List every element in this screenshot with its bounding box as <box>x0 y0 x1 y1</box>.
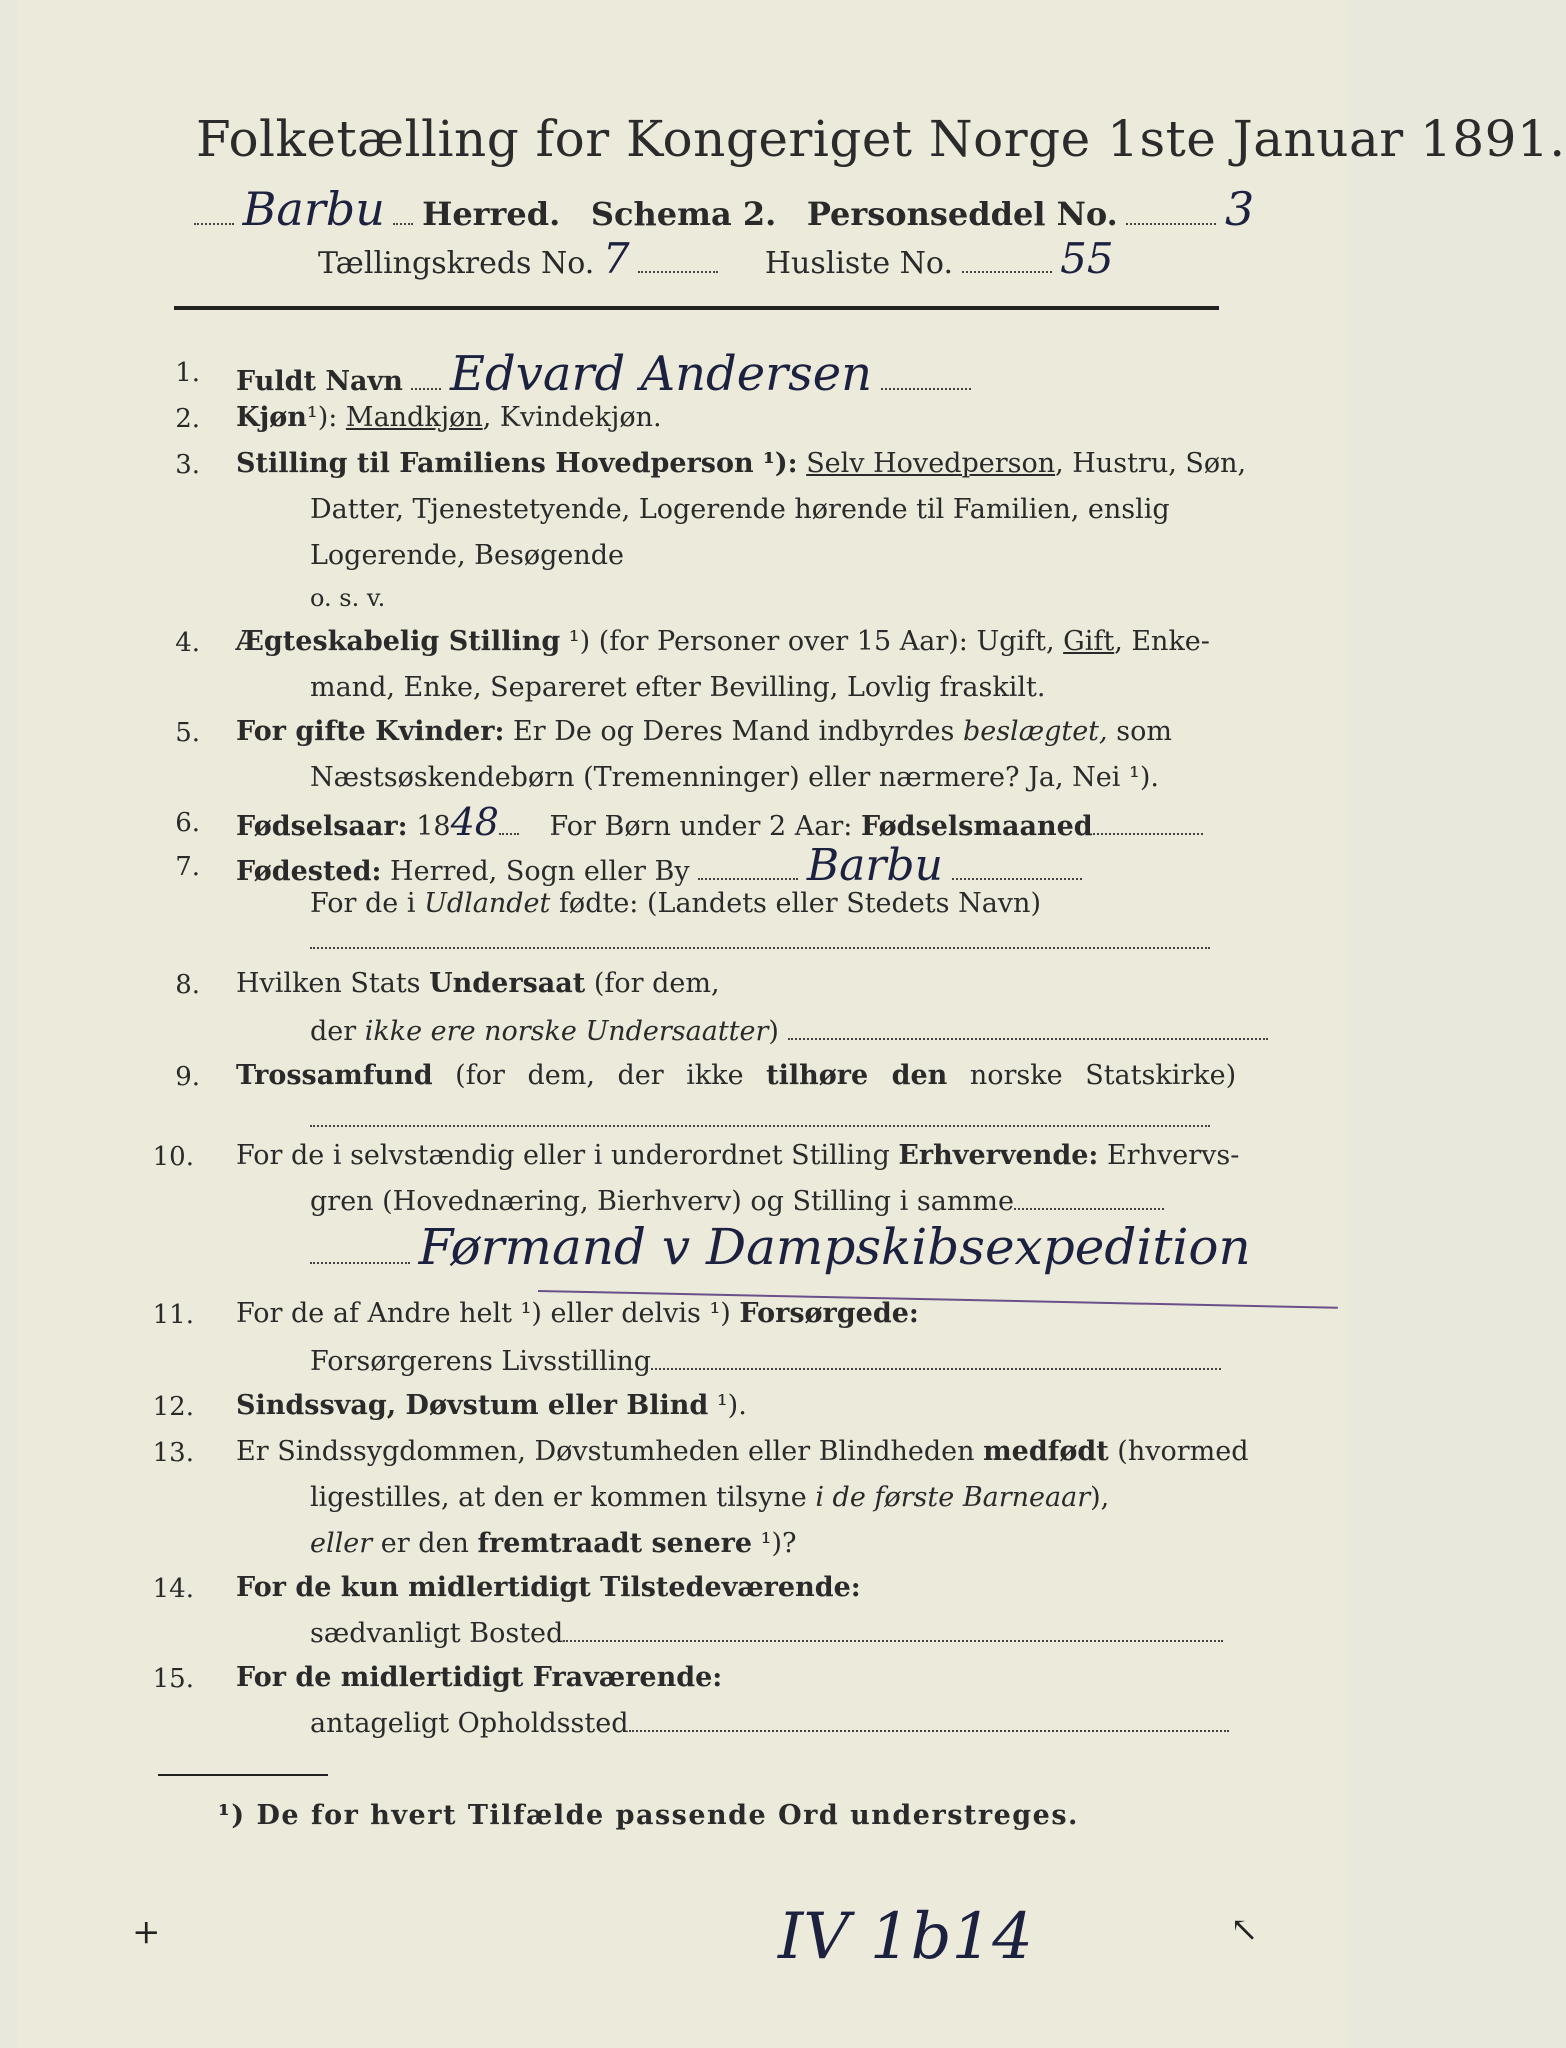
footnote-rule <box>158 1774 328 1776</box>
taellingskreds-value: 7 <box>602 234 630 283</box>
item-number: 4. <box>175 628 200 658</box>
item-number: 5. <box>175 718 200 748</box>
item-forsorgede: For de af Andre helt ¹) eller delvis ¹) Forsørgede: <box>236 1298 919 1329</box>
schema-label: Schema 2. <box>590 195 777 233</box>
census-form-page: Folketælling for Kongeriget Norge 1ste Januar 1891. Barbu Herred. Schema 2. Personseddel No. 3 Tællingskreds No. 7 Husliste No. 55 1. Fuldt Navn Edvard Andersen 2. Kjøn¹): Mandkjøn, Kvindekjøn. 3. Stilling til Familiens Hovedperson ¹): Selv Hovedperson, Hustru, Søn, Datter, Tjenestetyende, Logerende hørende til Familien, enslig Logerende, Besøgende o. s. v. 4. Ægteskabelig Stilling ¹) (for Personer over 15 Aar): Ugift, Gift, Enke- mand, Enke, Separeret efter Bevilling, Lovlig fraskilt. 5. For gifte Kvinder: Er De og Deres Mand indbyrdes beslægtet, som Næstsøskendebørn (Tremenninger) eller nærmere? Ja, Nei ¹). 6. Fødselsaar: 1848 For Børn under 2 Aar: Fødselsmaaned 7. Fødested: Herred, Sogn eller By Barbu For de i Udlandet fødte: (Landets eller Stedets Navn) 8. Hvilken Stats Undersaat (for dem, der ikke ere norske Undersaatter) 9. Trossamfund (for dem, der ikke tilhøre den norske Statskirke) 10. For de i selvstændig eller i underordnet Stilling Erhvervende: Erhvervs- gren (Hovednæring, Bierhverv) og Stilling i samme Førmand v Dampskibsexpedition 11. For de af Andre helt ¹) eller delvis ¹) Forsørgede: Forsørgerens Livsstilling 12. Sindssvag, Døvstum eller Blind ¹). 13. Er Sindssygdommen, Døvstumheden eller Blindheden medfødt (hvormed ligestilles, at den er kommen tilsyne i de første Barneaar), eller er den fremtraadt senere ¹)? 14. For de kun midlertidigt Tilstedeværende: sædvanligt Bosted 15. For de midlertidigt Fraværende: antageligt Opholdssted ¹) De for hvert Tilfælde passende Ord understreges. IV 1b14 + ↖ <box>18 0 1348 2048</box>
item-gifte-kvinder: For gifte Kvinder: Er De og Deres Mand indbyrdes beslægtet, som <box>236 716 1172 747</box>
item-number: 15. <box>152 1664 194 1694</box>
udlandet-line: For de i Udlandet fødte: (Landets eller Stedets Navn) <box>310 888 1041 919</box>
item-kjon: Kjøn¹): Mandkjøn, Kvindekjøn. <box>236 402 662 433</box>
fodselsaar-value: 48 <box>450 800 499 844</box>
item-number: 11. <box>152 1300 194 1330</box>
herred-line <box>194 182 1254 236</box>
corner-mark: ↖ <box>1230 1910 1259 1950</box>
item-trossamfund: Trossamfund (for dem, der ikke tilhøre den norske Statskirke) <box>236 1060 1237 1091</box>
crosshair-mark: + <box>132 1912 161 1952</box>
archive-mark: IV 1b14 <box>778 1900 1033 1974</box>
item-fodested: Fødested: Herred, Sogn eller By Barbu <box>236 840 1082 891</box>
item-number: 6. <box>175 808 200 838</box>
item-stats-undersaat: Hvilken Stats Undersaat (for dem, <box>236 968 720 999</box>
stilling-selected: Selv Hovedperson <box>806 448 1056 479</box>
herred-value: Barbu <box>242 182 385 236</box>
item-fodselsaar: Fødselsaar: 1848 For Børn under 2 Aar: Fødselsmaaned <box>236 800 1203 844</box>
item-stilling: Stilling til Familiens Hovedperson ¹): Selv Hovedperson, Hustru, Søn, <box>236 448 1247 479</box>
erhverv-value: Førmand v Dampskibsexpedition <box>418 1218 1251 1276</box>
item-number: 13. <box>152 1438 194 1468</box>
item-aegteskab: Ægteskabelig Stilling ¹) (for Personer over 15 Aar): Ugift, Gift, Enke- <box>236 626 1210 657</box>
item-medfodt: Er Sindssygdommen, Døvstumheden eller Blindheden medfødt (hvormed <box>236 1436 1249 1467</box>
husliste-value: 55 <box>1060 234 1114 283</box>
item-number: 7. <box>175 852 200 882</box>
item-number: 1. <box>175 358 200 388</box>
item-number: 3. <box>175 450 200 480</box>
fodested-value: Barbu <box>806 840 943 891</box>
header-rule <box>174 306 1219 310</box>
aegteskab-selected: Gift <box>1063 626 1115 657</box>
item-midlertidigt-tilstede: For de kun midlertidigt Tilstedeværende: <box>236 1572 861 1603</box>
taellingskreds-line <box>318 234 1114 283</box>
item-number: 12. <box>152 1392 194 1422</box>
form-title: Folketælling for Kongeriget Norge 1ste Januar 1891. <box>196 110 1566 168</box>
footnote: ¹) De for hvert Tilfælde passende Ord understreges. <box>218 1800 1079 1831</box>
item-number: 14. <box>152 1574 194 1604</box>
personseddel-value: 3 <box>1225 182 1255 236</box>
item-label: Fuldt Navn <box>236 366 403 397</box>
item-number: 2. <box>175 404 200 434</box>
item-midlertidigt-fravaerende: For de midlertidigt Fraværende: <box>236 1662 723 1693</box>
item-fuldt-navn <box>236 346 971 402</box>
taellingskreds-label: Tællingskreds No. <box>318 246 595 281</box>
item-number: 8. <box>175 970 200 1000</box>
item-sindssvag: Sindssvag, Døvstum eller Blind ¹). <box>236 1390 747 1421</box>
herred-label: Herred. <box>422 195 561 233</box>
item-erhverv: For de i selvstændig eller i underordnet Stilling Erhvervende: Erhvervs- <box>236 1140 1240 1171</box>
item-number: 9. <box>175 1062 200 1092</box>
kjon-selected: Mandkjøn <box>345 402 483 433</box>
item-number: 10. <box>152 1142 194 1172</box>
full-name-value: Edvard Andersen <box>450 346 873 402</box>
husliste-label: Husliste No. <box>764 246 953 281</box>
personseddel-label: Personseddel No. <box>806 195 1118 233</box>
